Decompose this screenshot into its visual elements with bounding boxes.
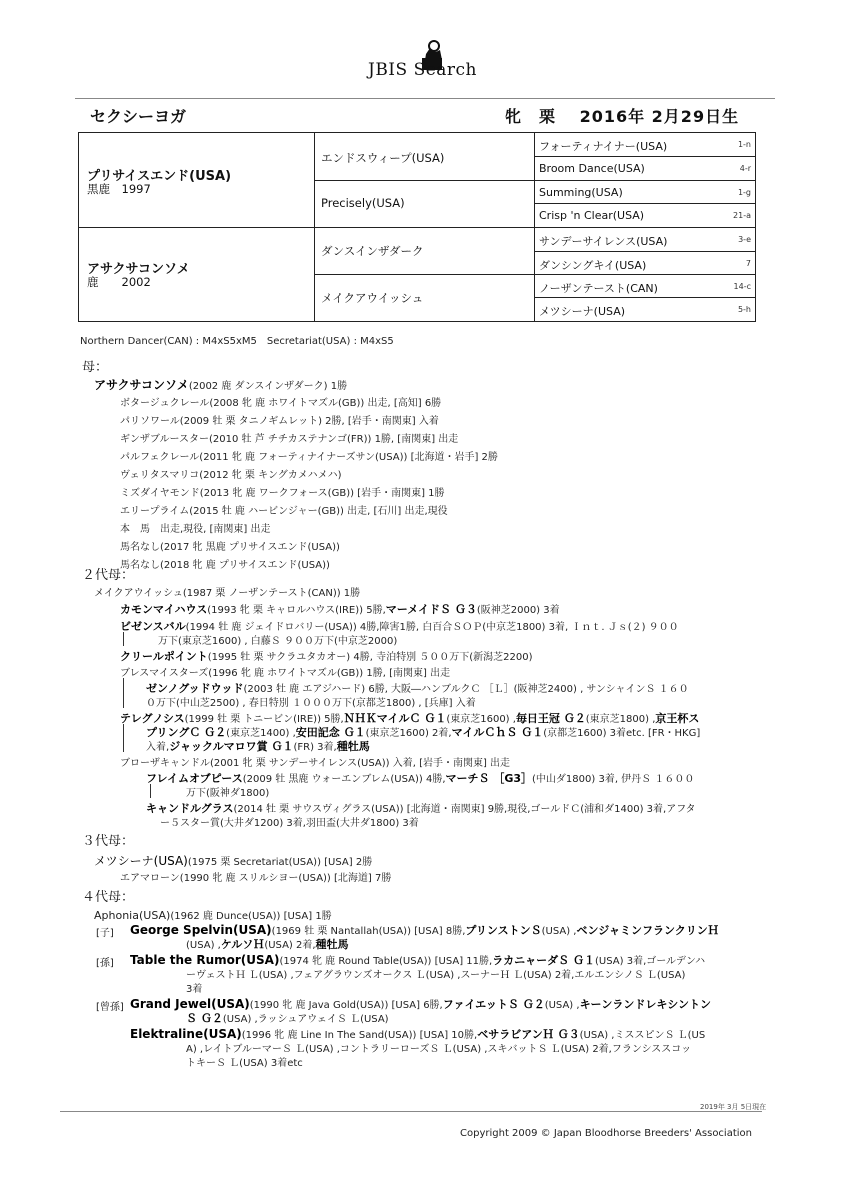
g3-name: サンデーサイレンス(USA) <box>539 235 668 248</box>
dam-line: アサクサコンソメ(2002 鹿 ダンスインザダーク) 1勝 <box>94 378 348 392</box>
copyright: Copyright 2009 © Japan Bloodhorse Breeders' Association <box>460 1128 752 1139</box>
sire-dam-name: Precisely(USA) <box>321 196 405 210</box>
descendant-line: Table the Rumor(USA)(1974 牝 鹿 Round Table(USA)) [USA] 11勝,ラカニャーダＳ Ｇ１(USA) 3着,ゴールデンハ <box>130 953 706 967</box>
offspring-line: ブローザキャンドル(2001 牝 栗 サンデーサイレンス(USA)) 入着, [岩手・南関東] 出走 <box>120 758 511 769</box>
family-number: 14-c <box>733 282 751 291</box>
dam-cell <box>79 228 315 321</box>
grand-offspring-line-cont: 万下(阪神ダ1800) <box>186 788 270 799</box>
sire-name: プリサイスエンド(USA) <box>87 169 232 184</box>
offspring-line-cont: プリングＣ Ｇ２(東京芝1400) ,安田記念 Ｇ１(東京芝1600) 2着,マイルＣｈＳ Ｇ１(京都芝1600) 3着etc. [FR・HKG] <box>146 726 701 739</box>
dam-dam-name: メイクアウイッシュ <box>321 291 424 305</box>
descendant-line-cont: A) ,レイトブルーマーＳ Ｌ(USA) ,コントラリーローズＳ Ｌ(USA) ,スキバットＳ Ｌ(USA) 2着,フランシススコッ <box>186 1044 692 1055</box>
offspring-line-cont: 万下(東京芝1600) , 白藤Ｓ ９００万下(中京芝2000) <box>158 636 398 647</box>
header-rule <box>75 98 775 99</box>
sire-sire-cell <box>315 133 535 181</box>
offspring-line: ヴェリタスマリコ(2012 牝 栗 キングカメハメハ) <box>120 470 342 481</box>
grand-offspring-line: フレイムオブピース(2009 牡 黒鹿 ウォーエンブレム(USA)) 4勝,マーチＳ ［G3］(中山ダ1800) 3着, 伊丹Ｓ １６００ <box>146 772 695 785</box>
g3-cell <box>535 157 755 181</box>
tree-connector <box>123 678 124 708</box>
jbis-logo <box>360 38 500 86</box>
horse-sex-color-birthdate: 牝 栗 2016年 2月29日生 <box>505 107 740 126</box>
g3-cell <box>535 133 755 157</box>
g3-name: Summing(USA) <box>539 186 623 199</box>
g3-name: メツシーナ(USA) <box>539 305 626 318</box>
offspring-line: 本 馬 出走,現役, [南関東] 出走 <box>120 524 271 535</box>
sire-cell <box>79 133 315 228</box>
generation-tag: [孫] <box>96 958 114 969</box>
generation-tag: [子] <box>96 928 114 939</box>
descendant-line-cont: (USA) ,ケルソＨ(USA) 2着,種牡馬 <box>186 938 349 951</box>
dam-sire-name: ダンスインザダーク <box>321 244 424 258</box>
descendant-line: Grand Jewel(USA)(1990 牝 鹿 Java Gold(USA)) [USA] 6勝,ファイエットＳ Ｇ２(USA) ,キーンランドレキシントン <box>130 997 711 1011</box>
sire-dam-cell <box>315 181 535 228</box>
g3-cell <box>535 204 755 228</box>
sire-sire-name: エンドスウィープ(USA) <box>321 151 445 165</box>
offspring-line: ギンザブルースター(2010 牡 芦 チチカステナンゴ(FR)) 1勝, [南関東] 出走 <box>120 434 459 445</box>
g3-name: フォーティナイナー(USA) <box>539 140 668 153</box>
grand-offspring-line: キャンドルグラス(2014 牡 栗 サウスヴィグラス(USA)) [北海道・南関東] 9勝,現役,ゴールドＣ(浦和ダ1400) 3着,アフタ <box>146 802 696 815</box>
section-third-dam: ３代母： <box>82 834 135 849</box>
second-dam-line: メイクアウイッシュ(1987 栗 ノーザンテースト(CAN)) 1勝 <box>94 588 361 599</box>
sire-info: 黒鹿 1997 <box>87 182 151 196</box>
horse-name: セクシーヨガ <box>90 107 187 126</box>
grand-offspring-line-cont: ー５スター賞(大井ダ1200) 3着,羽田盃(大井ダ1800) 3着 <box>160 818 419 829</box>
g3-cell <box>535 181 755 204</box>
descendant-line-cont: Ｓ Ｇ２(USA) ,ラッシュアウェイＳ Ｌ(USA) <box>186 1012 389 1025</box>
g3-name: ノーザンテースト(CAN) <box>539 282 658 295</box>
tree-connector <box>150 784 151 798</box>
offspring-line: ボタージュクレール(2008 牝 鹿 ホワイトマズル(GB)) 出走, [高知] 6勝 <box>120 398 442 409</box>
footer-rule <box>60 1111 762 1112</box>
descendant-line-cont: トキーＳ Ｌ(USA) 3着etc <box>186 1058 303 1069</box>
offspring-line: パリソワール(2009 牡 栗 タニノギムレット) 2勝, [岩手・南関東] 入着 <box>120 416 439 427</box>
dam-sire-cell <box>315 228 535 275</box>
family-number: 1-n <box>737 140 751 149</box>
pedigree-table <box>78 132 756 322</box>
g3-name: ダンシングキイ(USA) <box>539 259 647 272</box>
offspring-line-cont: 入着,ジャックルマロワ賞 Ｇ１(FR) 3着,種牡馬 <box>146 740 370 753</box>
offspring-line: エリープライム(2015 牡 鹿 ハービンジャー(GB)) 出走, [石川] 出走,現役 <box>120 506 448 517</box>
tree-connector <box>123 632 124 646</box>
descendant-line: Elektraline(USA)(1996 牝 鹿 Line In The Sand(USA)) [USA] 10勝,ベサラビアンＨ Ｇ３(USA) ,ミススピンＳ Ｌ(US <box>130 1027 706 1041</box>
offspring-line: パルフェクレール(2011 牝 鹿 フォーティナイナーズサン(USA)) [北海道・岩手] 2勝 <box>120 452 498 463</box>
offspring-line: テレグノシス(1999 牡 栗 トニービン(IRE)) 5勝,ＮＨＫマイルＣ Ｇ１(東京芝1600) ,毎日王冠 Ｇ２(東京芝1800) ,京王杯ス <box>120 712 700 725</box>
grand-offspring-line: ゼンノグッドウッド(2003 牡 鹿 エアジハード) 6勝, 大阪―ハンブルクＣ ［Ｌ］(阪神芝2400) , サンシャインＳ １６０ <box>146 682 689 695</box>
family-number: 21-a <box>733 211 751 220</box>
g3-cell <box>535 275 755 298</box>
g3-cell <box>535 252 755 275</box>
offspring-line: ブレスマイスターズ(1996 牝 鹿 ホワイトマズル(GB)) 1勝, [南関東] 出走 <box>120 668 451 679</box>
offspring-line: カモンマイハウス(1993 牝 栗 キャロルハウス(IRE)) 5勝,マーメイドＳ Ｇ３(阪神芝2000) 3着 <box>120 603 560 616</box>
g3-name: Broom Dance(USA) <box>539 162 645 175</box>
dam-name: アサクサコンソメ <box>87 262 190 277</box>
g3-cell <box>535 298 755 321</box>
offspring-line: エアマローン(1990 牝 鹿 スリルシヨー(USA)) [北海道] 7勝 <box>120 873 392 884</box>
third-dam-line: メツシーナ(USA)(1975 栗 Secretariat(USA)) [USA] 2勝 <box>94 854 373 868</box>
section-fourth-dam: ４代母： <box>82 890 135 905</box>
family-number: 7 <box>745 259 751 268</box>
descendant-line: George Spelvin(USA)(1969 牡 栗 Nantallah(USA)) [USA] 8勝,プリンストンＳ(USA) ,ベンジャミンフランクリンＨ <box>130 923 719 937</box>
section-second-dam: ２代母： <box>82 568 135 583</box>
dam-info: 鹿 2002 <box>87 275 151 289</box>
descendant-line-cont: 3着 <box>186 984 203 995</box>
fourth-dam-line: Aphonia(USA)(1962 鹿 Dunce(USA)) [USA] 1勝 <box>94 909 332 922</box>
family-number: 4-r <box>739 164 751 173</box>
g3-cell <box>535 228 755 252</box>
offspring-line: 馬名なし(2018 牝 鹿 プリサイスエンド(USA)) <box>120 560 330 571</box>
descendant-line-cont: ーヴェストＨ Ｌ(USA) ,フェアグラウンズオークス Ｌ(USA) ,スーナーＨ Ｌ(USA) 2着,エルエンシノＳ Ｌ(USA) <box>186 970 686 981</box>
dam-dam-cell <box>315 275 535 321</box>
offspring-line: 馬名なし(2017 牝 黒鹿 プリサイスエンド(USA)) <box>120 542 340 553</box>
offspring-line: クリールポイント(1995 牡 栗 サクラユタカオー) 4勝, 寺泊特別 ５００万下(新潟芝2200) <box>120 650 533 663</box>
offspring-line: ビゼンスバル(1994 牡 鹿 ジェイドロバリー(USA)) 4勝,障害1勝, 白百合ＳＯＰ(中京芝1800) 3着, Ｉｎｔ. Ｊｓ(２) ９００ <box>120 620 679 633</box>
grand-offspring-line-cont: ０万下(中山芝2500) , 春日特別 １０００万下(京都芝1800) , [兵庫] 入着 <box>146 698 476 709</box>
inbreeding-note: Northern Dancer(CAN) : M4xS5xM5 Secretariat(USA) : M4xS5 <box>80 336 394 347</box>
family-number: 1-g <box>737 188 751 197</box>
family-number: 5-h <box>737 305 751 314</box>
g3-name: Crisp 'n Clear(USA) <box>539 209 645 222</box>
family-number: 3-e <box>738 235 751 244</box>
generation-tag: [曾孫] <box>96 1002 124 1013</box>
tree-connector <box>123 724 124 752</box>
offspring-line: ミズダイヤモンド(2013 牝 鹿 ワークフォース(GB)) [岩手・南関東] 1勝 <box>120 488 445 499</box>
as-of-date: 2019年 3月 5日現在 <box>700 1103 767 1111</box>
logo-text: JBIS Search <box>368 60 478 80</box>
section-dam: 母： <box>82 360 109 375</box>
